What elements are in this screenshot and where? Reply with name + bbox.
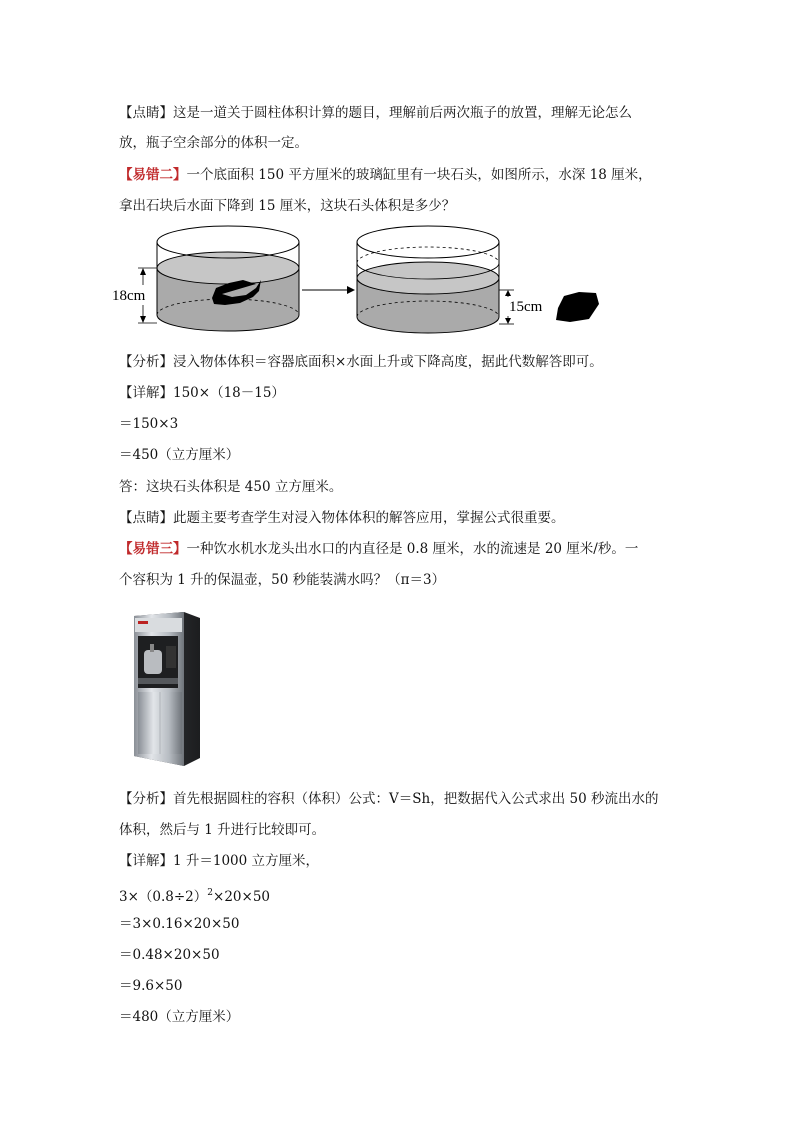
detail-2-line-1: 【详解】150×（18－15） <box>119 385 285 401</box>
left-height-label: 18cm <box>112 288 146 304</box>
detail-3-expr-b: ×20×50 <box>213 889 270 905</box>
detail-3-expr-a: 3×（0.8÷2） <box>119 889 208 905</box>
detail-3-line-1: 【详解】1 升＝1000 立方厘米， <box>119 853 320 869</box>
detail-3-exponent: 2 <box>207 888 214 898</box>
cylinder-figure <box>112 220 612 340</box>
problem-2-tag: 【易错二】 <box>119 167 187 183</box>
analysis-2: 【分析】浸入物体体积＝容器底面积×水面上升或下降高度，据此代数解答即可。 <box>119 354 603 370</box>
problem-3-line-2: 个容积为 1 升的保温壶，50 秒能装满水吗？（π＝3） <box>119 572 446 588</box>
problem-3-tag: 【易错三】 <box>119 541 187 557</box>
analysis-3-line-2: 体积，然后与 1 升进行比较即可。 <box>119 822 326 838</box>
right-height-label: 15cm <box>509 299 543 315</box>
note-1-line-1: 【点睛】这是一道关于圆柱体积计算的题目，理解前后两次瓶子的放置，理解无论怎么 <box>119 105 632 121</box>
detail-3-line-5: ＝9.6×50 <box>119 978 183 994</box>
water-dispenser-image <box>128 606 203 771</box>
detail-3-line-4: ＝0.48×20×50 <box>119 947 220 963</box>
removed-stone-shape <box>556 292 599 322</box>
detail-3-line-6: ＝480（立方厘米） <box>119 1009 240 1025</box>
problem-3-line-1 <box>119 540 638 558</box>
answer-2: 答：这块石头体积是 450 立方厘米。 <box>119 479 343 495</box>
problem-2-line-2: 拿出石块后水面下降到 15 厘米，这块石头体积是多少？ <box>119 198 456 214</box>
problem-2-text-1: 一个底面积 150 平方厘米的玻璃缸里有一块石头，如图所示，水深 18 厘米， <box>186 167 652 183</box>
analysis-3-line-1: 【分析】首先根据圆柱的容积（体积）公式：V＝Sh，把数据代入公式求出 50 秒流出水的 <box>119 791 659 807</box>
note-2: 【点睛】此题主要考查学生对浸入物体体积的解答应用，掌握公式很重要。 <box>119 510 565 526</box>
left-cylinder <box>157 226 299 331</box>
right-cylinder <box>357 226 499 333</box>
transition-arrow <box>302 286 355 294</box>
detail-2-line-2: ＝150×3 <box>119 416 179 432</box>
detail-3-line-2 <box>119 884 270 906</box>
note-1-line-2: 放，瓶子空余部分的体积一定。 <box>119 135 308 151</box>
detail-2-line-3: ＝450（立方厘米） <box>119 447 240 463</box>
problem-3-text-1: 一种饮水机水龙头出水口的内直径是 0.8 厘米，水的流速是 20 厘米/秒。一 <box>186 541 639 557</box>
problem-2-line-1 <box>119 166 652 184</box>
detail-3-line-3: ＝3×0.16×20×50 <box>119 916 240 932</box>
